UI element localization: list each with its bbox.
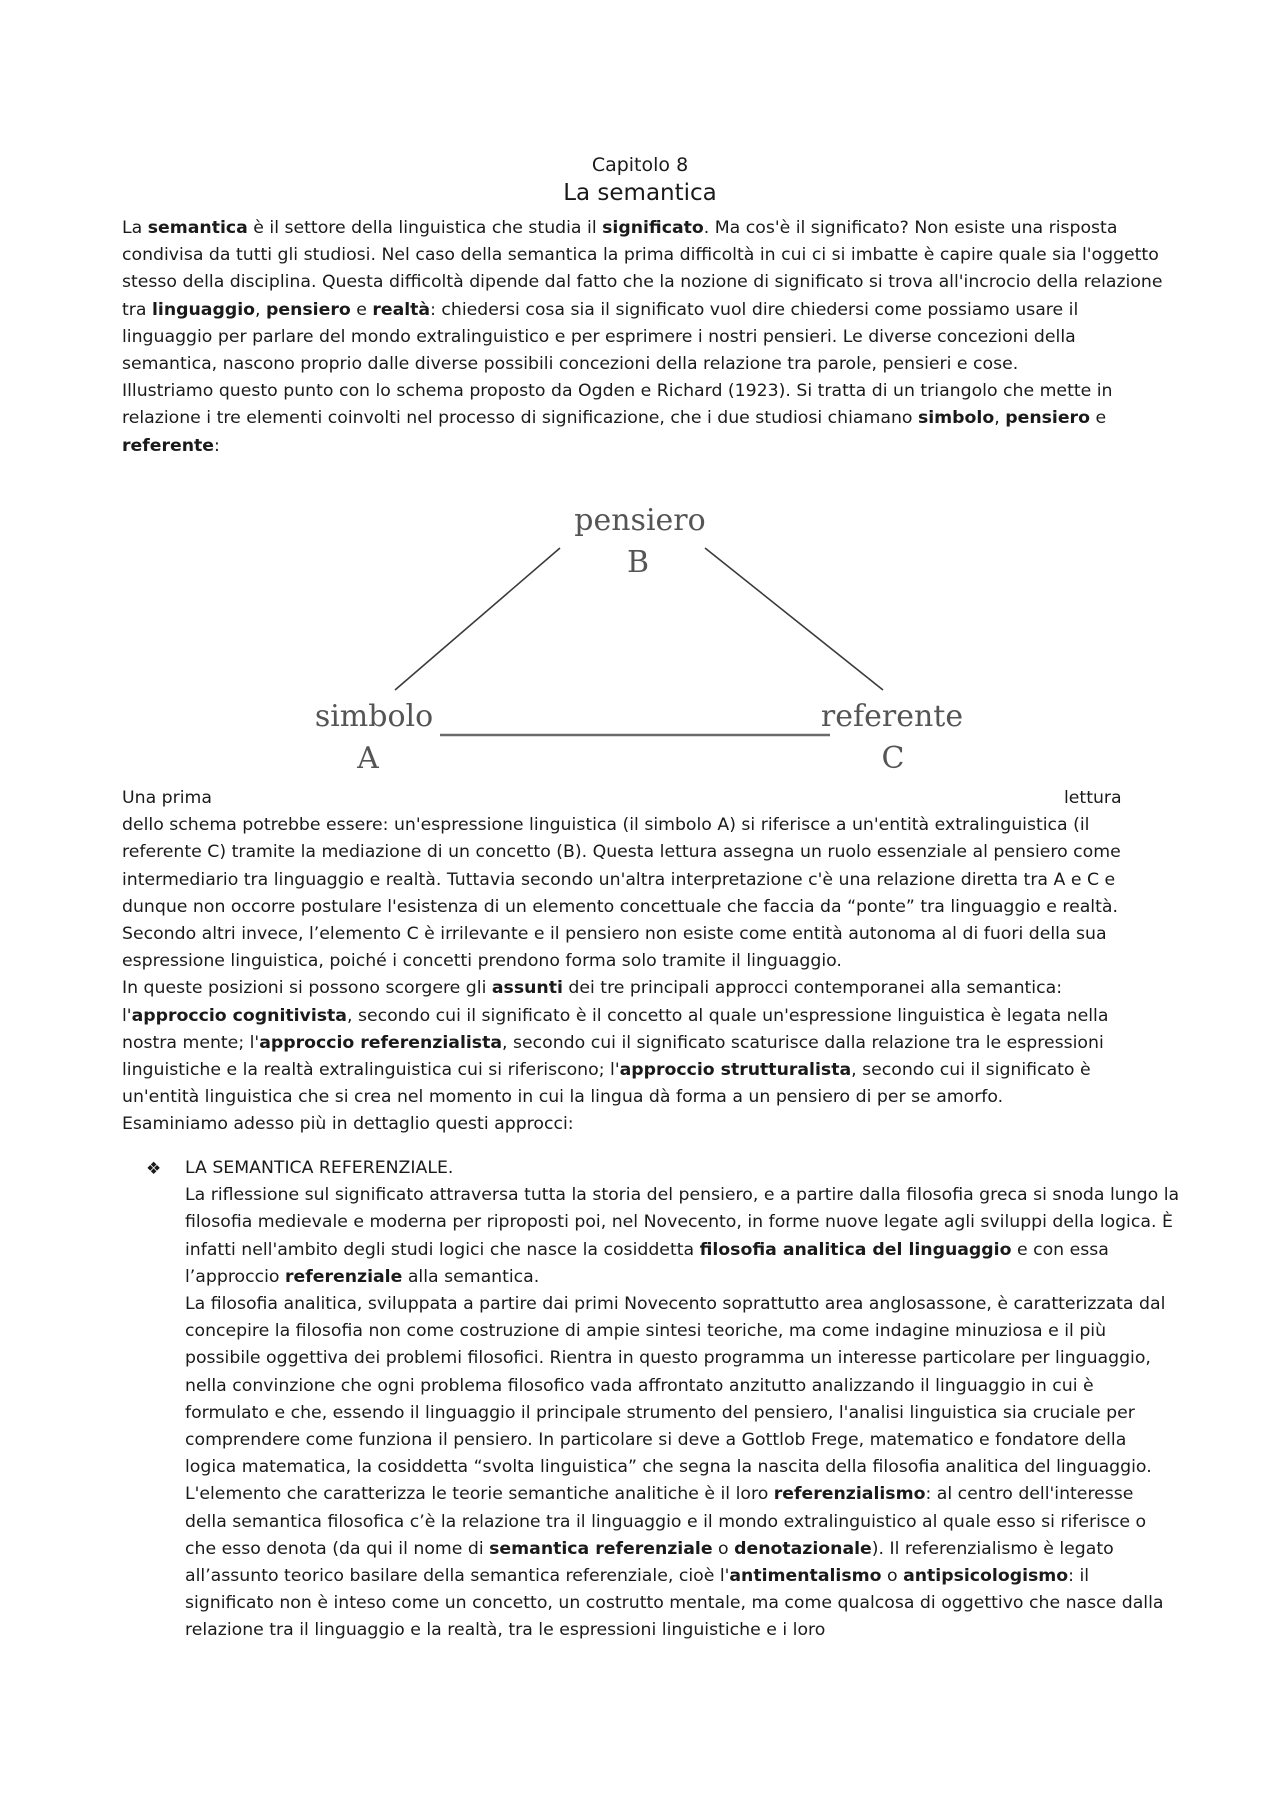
text-run: ). Il referenzialismo è legato all’assunto teorico basilare della semantica referenziale, cioè l' xyxy=(185,1538,1114,1587)
text-run: o xyxy=(881,1566,904,1587)
bold-term: antimentalismo xyxy=(729,1566,882,1587)
text-run: , secondo cui il significato scaturisce dalla relazione tra le espressioni linguistiche e la realtà extralinguistica cui si riferiscono; l' xyxy=(122,1032,1104,1081)
text-run: In queste posizioni si possono scorgere gli xyxy=(122,978,492,999)
bold-term: referenzialismo xyxy=(773,1484,926,1505)
reading-text xyxy=(122,785,1167,1139)
text-run: La xyxy=(122,218,148,238)
vertex-a-letter: A xyxy=(357,741,379,776)
bold-term: referente xyxy=(122,435,215,456)
bold-term: filosofia analitica del linguaggio xyxy=(699,1239,1012,1260)
bold-term: significato xyxy=(602,218,704,238)
bold-term: referenziale xyxy=(285,1266,403,1287)
text-run: e xyxy=(1089,408,1107,429)
text-run: La riflessione sul significato attraversa tutta la storia del pensiero, e a partire dalla filosofia greca si snoda lungo la filosofia medievale e moderna per riproposti poi, nel Novecento, in forme nuove legate agli sviluppi della logica. È infatti nell'ambito degli studi logici che nasce la cosiddetta xyxy=(185,1185,1180,1260)
bold-term: realtà xyxy=(372,299,431,320)
bold-term: approccio referenzialista xyxy=(259,1032,503,1053)
bold-term: antipsicologismo xyxy=(903,1566,1069,1587)
text-run: alla semantica. xyxy=(402,1266,540,1287)
text-run: : al centro dell'interesse della semantica filosofica c’è la relazione tra il linguaggio e il mondo extralinguistico al quale esso si riferisce o che esso denota (da qui il nome di xyxy=(185,1484,1147,1559)
text-run: , secondo cui il significato è un'entità linguistica che si crea nel momento in cui la lingua dà forma a un pensiero di per se amorfo. xyxy=(122,1060,1091,1108)
section-paragraph-2: La filosofia analitica, sviluppata a partire dai primi Novecento soprattutto area anglosassone, è caratterizzata dal concepire la filosofia non come costruzione di ampie sintesi teoriche, ma come indagine minuziosa e il più possibile oggettiva dei problemi filosofici. Rientra in questo programma un interesse particolare per linguaggio, nella convinzione che ogni problema filosofico vada affrontato anzitutto analizzando il linguaggio in cui è formulato e che, essendo il linguaggio il principale strumento del pensiero, l'analisi linguistica sia cruciale per comprendere come funziona il pensiero. In particolare si deve a Gottlob Frege, matematico e fondatore della logica matematica, la cosiddetta “svolta linguistica” che segna la nascita della filosofia analitica del linguaggio. xyxy=(185,1294,1166,1478)
bold-term: assunti xyxy=(491,978,563,999)
text-run: : chiedersi cosa sia il significato vuol dire chiedersi come possiamo usare il linguaggio per parlare del mondo extralinguistico e per esprimere i nostri pensieri. Le diverse concezioni della semantica, nascono proprio dalle diverse possibili concezioni della relazione tra parole, pensieri e cose. xyxy=(122,299,1079,375)
intro-paragraph-2 xyxy=(122,378,1167,460)
edge-b-c xyxy=(705,548,883,690)
bold-term: pensiero xyxy=(266,299,351,320)
bold-term: approccio cognitivista xyxy=(131,1005,347,1026)
semiotic-triangle-svg xyxy=(300,500,980,790)
text-run: o xyxy=(712,1538,735,1559)
text-run: Illustriamo questo punto con lo schema proposto da Ogden e Richard (1923). Si tratta di un triangolo che mette in relazione i tre elementi coinvolti nel processo di significazione, che i due studiosi chiamano xyxy=(122,381,1113,429)
reading-paragraph-1 xyxy=(122,785,1167,975)
text-run: . Ma cos'è il significato? Non esiste una risposta condivisa da tutti gli studiosi. Nel caso della semantica la prima difficoltà in cui ci si imbatte è capire quale sia l'oggetto stesso della disciplina. Questa difficoltà dipende dal fatto che la nozione di significato si trova all'incrocio della relazione tra xyxy=(122,218,1163,320)
text-run: , xyxy=(994,408,1006,429)
vertex-b-word: pensiero xyxy=(574,503,706,538)
section-heading: LA SEMANTICA REFERENZIALE. xyxy=(185,1158,454,1178)
section-referential-semantics xyxy=(185,1155,1180,1645)
text-run: dei tre principali approcci contemporanei alla semantica: l' xyxy=(122,978,1063,1026)
intro-text xyxy=(122,215,1167,460)
reading-paragraph-2 xyxy=(122,975,1167,1111)
bold-term: linguaggio xyxy=(151,299,255,320)
bold-term: denotazionale xyxy=(734,1538,872,1559)
text-run: , secondo cui il significato è il concetto al quale un'espressione linguistica è legata nella nostra mente; l' xyxy=(122,1005,1109,1053)
vertex-b-letter: B xyxy=(626,545,650,580)
prima-start: Una prima xyxy=(122,788,212,808)
semiotic-triangle-diagram xyxy=(300,500,980,790)
text-run: : il significato non è inteso come un concetto, un costrutto mentale, ma come qualcosa di oggettivo che nasce dalla relazione tra il linguaggio e la realtà, tra le espressioni linguistiche e i loro xyxy=(185,1566,1164,1641)
vertex-c-letter: C xyxy=(881,741,905,776)
bold-term: semantica xyxy=(147,218,248,238)
text-run: : xyxy=(214,435,220,456)
text-run: e con essa l’approccio xyxy=(185,1239,1109,1287)
bold-term: pensiero xyxy=(1005,408,1090,429)
section-paragraph-3 xyxy=(185,1481,1180,1644)
bold-term: semantica referenziale xyxy=(489,1538,713,1559)
bold-term: simbolo xyxy=(917,408,995,429)
edge-b-a xyxy=(395,548,560,690)
bold-term: approccio strutturalista xyxy=(619,1060,852,1081)
chapter-label: Capitolo 8 xyxy=(591,154,689,176)
reading-paragraph-1-rest: dello schema potrebbe essere: un'espressione linguistica (il simbolo A) si riferisce a un'entità extralinguistica (il referente C) tramite la mediazione di un concetto (B). Questa lettura assegna un ruolo essenziale al pensiero come intermediario tra linguaggio e realtà. Tuttavia secondo un'altra interpretazione c'è una relazione diretta tra A e C e dunque non occorre postulare l'esistenza di un elemento concettuale che faccia da “ponte” tra linguaggio e realtà. Secondo altri invece, l’elemento C è irrilevante e il pensiero non esiste come entità autonoma al di fuori della sua espressione linguistica, poiché i concetti prendono forma solo tramite il linguaggio. xyxy=(122,815,1121,972)
vertex-a-word: simbolo xyxy=(314,699,434,734)
text-run: , xyxy=(255,299,266,320)
intro-paragraph-1 xyxy=(122,215,1167,378)
text-run: L'elemento che caratterizza le teorie semantiche analitiche è il loro xyxy=(185,1484,774,1505)
text-run: è il settore della linguistica che studia il xyxy=(247,218,603,238)
section-paragraph-1 xyxy=(185,1182,1180,1291)
text-run: e xyxy=(350,299,373,320)
vertex-c-word: referente xyxy=(820,699,964,734)
bullet-diamond-icon: ❖ xyxy=(146,1159,162,1179)
prima-end: lettura xyxy=(1063,788,1122,808)
reading-paragraph-3: Esaminiamo adesso più in dettaglio questi approcci: xyxy=(122,1114,574,1135)
page-title: La semantica xyxy=(563,180,717,206)
